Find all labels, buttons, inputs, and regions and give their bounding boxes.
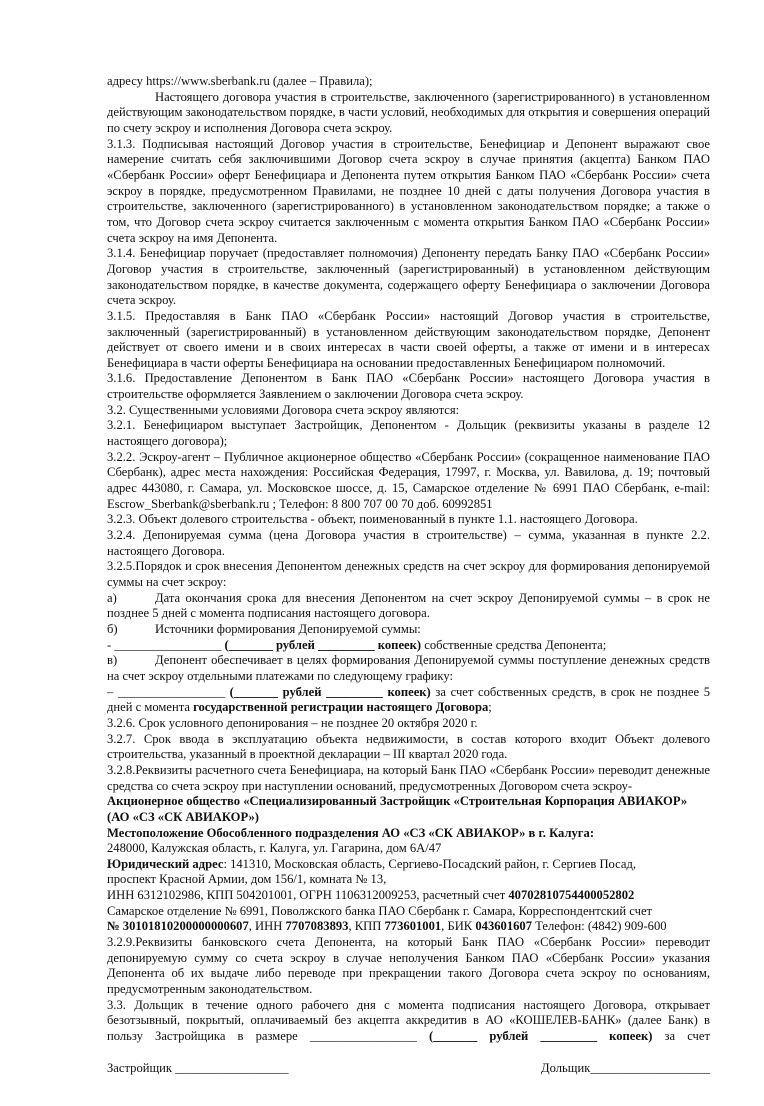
paragraph [107,888,710,904]
bold-text: 043601607 [475,919,533,934]
paragraph [107,826,710,842]
paragraph [107,74,710,90]
text: Телефон: (4842) 909-600 [532,919,667,934]
paragraph [107,763,710,794]
text: ИНН 6312102986, КПП 504201001, ОГРН 1106312009253, расчетный счет [107,888,509,903]
text: 3.1.6. Предоставление Депонентом в Банк ПАО «Сбербанк России» настоящего Договора участия в строительстве оформляется Заявлением о заключении Договора счета эскроу. [107,371,710,402]
text: Настоящего договора участия в строительстве, заключенного (зарегистрированного) в установленном действующим законодательством порядке, в части условий, необходимых для открытия и совершения операций по счету эскроу и исполнения Договора счета эскроу. [107,89,710,135]
text: собственные средства Депонента; [421,637,607,652]
text: , БИК [441,919,476,934]
text: ; [488,700,492,715]
bold-text: (_______ рублей _________ копеек) [229,684,431,699]
paragraph [107,512,710,528]
paragraph [107,528,710,559]
paragraph [107,450,710,513]
list-marker: в) [107,653,118,668]
text: , ИНН [248,919,286,934]
paragraph [107,90,710,137]
bold-text: (_______ рублей _________ копеек) [224,637,422,652]
list-item [107,622,710,638]
paragraph [107,794,710,825]
text: 3.1.3. Подписывая настоящий Договор участия в строительстве, Бенефициар и Депонент выражают свое намерение считать себя заключившими Договор счета эскроу в случае принятия (акцепта) Банком ПАО «Сбербанк России» оферт Бенефициара и Депонента путем открытия Банком ПАО «Сбербанк России» счета эскроу в порядке, предусмотренном Правилами, не позднее 10 дней с даты получения Договора участия в строительстве, заключенного (зарегистрированного) в установленном законодательством порядке; а также о том, что Договор счета эскроу считается заключенным с момента открытия Банком ПАО «Сбербанк России» счета эскроу на имя Депонента. [107,136,710,245]
paragraph [107,638,710,654]
text: - _________________ [107,637,225,652]
shareholder-signature: Дольщик___________________ [541,1060,710,1075]
text: , КПП [348,919,385,934]
paragraph [107,418,710,449]
paragraph [107,371,710,402]
paragraph [107,685,710,716]
developer-signature: Застройщик __________________ [107,1060,289,1075]
bold-text: 7707083893 [285,919,349,934]
text: – _________________ [107,684,230,699]
paragraph [107,935,710,998]
text: 3.2. Существенными условиями Договора счета эскроу являются: [107,402,460,417]
paragraph [107,919,710,935]
paragraph [107,559,710,590]
paragraph [107,137,710,247]
bold-text: государственной регистрации настоящего Договора [193,700,489,715]
bold-text: 773601001 [384,919,442,934]
paragraph [107,998,710,1045]
text: за счет собственных средств, в срок не позднее 5 дней с момента [107,684,710,715]
text: 3.2.7. Срок ввода в эксплуатацию объекта недвижимости, в состав которого входит Объект долевого строительства, указанный в проектной декларации – III квартал 2020 года. [107,731,710,762]
paragraph [107,732,710,763]
bold-text: Юридический адрес [107,856,224,871]
paragraph [107,872,710,888]
text: 3.2.4. Депонируемая сумма (цена Договора участия в строительстве) – сумма, указанная в пункте 2.2. настоящего Договора. [107,528,710,558]
paragraph [107,716,710,732]
text: 3.2.8.Реквизиты расчетного счета Бенефициара, на который Банк ПАО «Сбербанк России» переводит денежные средства со счета эскроу при наступлении оснований, предусмотренных Договором счета эскроу- [107,762,710,793]
paragraph [107,309,710,372]
paragraph [107,841,710,857]
text: Самарское отделение № 6991, Поволжского банка ПАО Сбербанк г. Самара, Корреспондентский счет [107,903,653,918]
text: 248000, Калужская область, г. Калуга, ул. Гагарина, дом 6А/47 [107,841,442,856]
text: 3.1.5. Предоставляя в Банк ПАО «Сбербанк России» настоящий Договор участия в строительстве, заключенный (зарегистрированный) в установленном действующим законодательством порядке, Депонент действует от своего имени и в своих интересах в части своей оферты, а также от имени и в интересах Бенефициара в части оферты Бенефициара на основании предоставленных Бенефициаром полномочий. [107,308,710,370]
bold-text: Местоположение Обособленного подразделения АО «СЗ «СК АВИАКОР» в г. Калуга: [107,825,595,840]
list-marker: б) [107,621,118,636]
paragraph [107,403,710,419]
document-body [107,74,710,1045]
list-marker: а) [107,590,117,605]
paragraph [107,246,710,309]
text: 3.2.6. Срок условного депонирования – не позднее 20 октября 2020 г. [107,715,478,730]
bold-text: (_______ рублей _________ копеек) [429,1029,653,1044]
text: 3.2.2. Эскроу-агент – Публичное акционерное общество «Сбербанк России» (сокращенное наименование ПАО Сбербанк), адрес места нахождения: Российская Федерация, 17997, г. Москва, ул. Вавилова, д. 19; почтовый адрес 443080, г. Самара, ул. Московское шоссе, д. 15, Самарское отделение № 6991 ПАО Сбербанк, e-mail: Escrow_Sberbank@sberbank.ru ; Телефон: 8 800 707 00 70 доб. 60992851 [107,449,710,511]
text: Дата окончания срока для внесения Депонентом на счет эскроу Депонируемой суммы – в срок не позднее 5 дней с момента подписания настоящего договора. [107,590,710,621]
text: адресу https://www.sberbank.ru (далее – Правила); [107,74,373,88]
text: 3.2.3. Объект долевого строительства - объект, поименованный в пункте 1.1. настоящего Договора. [107,512,638,527]
text: Депонент обеспечивает в целях формирования Депонируемой суммы поступление денежных средств на счет эскроу отдельными платежами по следующему графику: [107,653,710,683]
text: 3.2.9.Реквизиты банковского счета Депонента, на который Банк ПАО «Сбербанк России» переводит депонируемую сумму со счета эскроу в случае неполучения Банком ПАО «Сбербанк России» указания Депонента об их выдаче либо переводе при прекращении такого Договора счета эскроу по основаниям, предусмотренным законодательством. [107,935,710,997]
list-item [107,653,710,684]
paragraph [107,904,710,920]
text: 3.2.1. Бенефициаром выступает Застройщик, Депонентом - Дольщик (реквизиты указаны в разделе 12 настоящего договора); [107,418,710,449]
text: : 141310, Московская область, Сергиево-Посадский район, г. Сергиев Посад, [223,856,637,871]
text: проспект Красной Армии, дом 156/1, комната № 13, [107,872,387,887]
signature-line [107,1061,710,1077]
bold-text: № 30101810200000000607 [107,919,249,934]
list-item [107,591,710,622]
text: за счет [652,1029,710,1044]
bold-text: Акционерное общество «Специализированный Застройщик «Строительная Корпорация АВИАКОР» (АО «СЗ «СК АВИАКОР») [107,794,688,824]
text: 3.3. Дольщик в течение одного рабочего дня с момента подписания настоящего Договора, открывает безотзывный, покрытый, оплачиваемый без акцепта аккредитив в АО «КОШЕЛЕВ-БАНК» (далее Банк) в пользу Застройщика в размере _________________ [107,997,710,1044]
text: 3.1.4. Бенефициар поручает (предоставляет полномочия) Депоненту передать Банку ПАО «Сбербанк России» Договор участия в строительстве, заключенный (зарегистрированный) в установленном действующим законодательством порядке, в качестве документа, содержащего оферту Бенефициара о заключении Договора счета эскроу. [107,246,710,308]
paragraph [107,857,710,873]
text: Источники формирования Депонируемой суммы: [155,621,421,636]
bold-text: 40702810754400052802 [508,888,635,903]
text: 3.2.5.Порядок и срок внесения Депонентом денежных средств на счет эскроу для формирования депонируемой суммы на счет эскроу: [107,559,710,589]
